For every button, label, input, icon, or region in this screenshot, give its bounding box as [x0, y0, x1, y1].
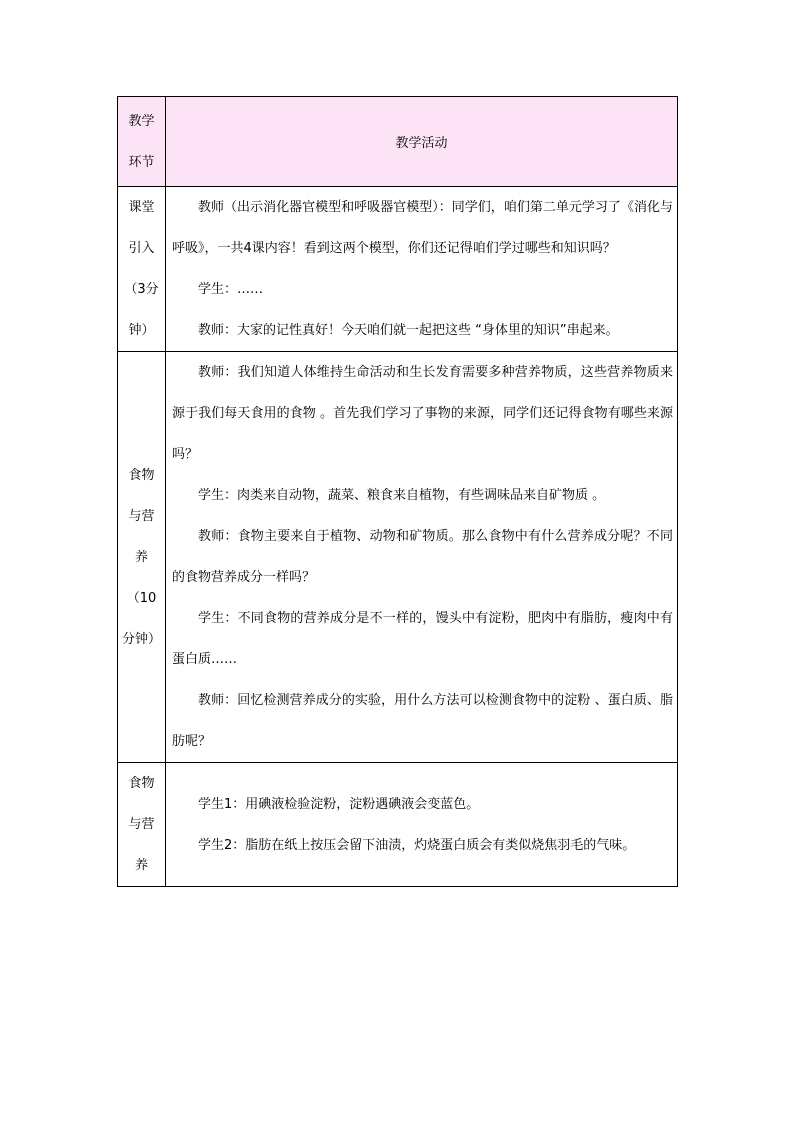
activity-cell — [166, 763, 678, 887]
stage-line: （10 — [126, 590, 157, 606]
dialogue-paragraph: 学生：…… — [198, 282, 264, 297]
stage-cell — [118, 352, 166, 763]
stage-line: 食物 — [128, 467, 155, 483]
table-header-row — [118, 97, 678, 187]
stage-line: 养 — [134, 549, 148, 565]
stage-cell — [118, 187, 166, 352]
stage-line: 食物 — [128, 776, 155, 791]
dialogue-paragraph: 教师：大家的记性真好！今天咱们就一起把这些 “身体里的知识”串起来。 — [198, 323, 619, 338]
table-row — [118, 763, 678, 887]
dialogue-paragraph: 学生1：用碘液检验淀粉，淀粉遇碘液会变蓝色。 — [198, 796, 480, 812]
dialogue-paragraph: 学生：肉类来自动物，蔬菜、粮食来自植物，有些调味品来自矿物质 。 — [198, 488, 606, 503]
stage-line: （3分 — [124, 282, 159, 297]
dialogue-paragraph: 学生：不同食物的营养成分是不一样的，馒头中有淀粉，肥肉中有脂肪，瘦肉中有蛋白质…… — [172, 611, 673, 667]
stage-line: 钟） — [128, 323, 155, 338]
lesson-plan-table — [117, 96, 678, 887]
header-stage-line: 教学 — [128, 113, 155, 129]
header-activity-cell: 教学活动 — [166, 97, 678, 187]
stage-line: 与营 — [128, 508, 155, 524]
dialogue-paragraph: 教师（出示消化器官模型和呼吸器官模型）：同学们，咱们第二单元学习了《消化与呼吸》，一共4课内容！看到这两个模型，你们还记得咱们学过哪些和知识吗？ — [172, 200, 673, 256]
stage-line: 分钟） — [121, 631, 161, 647]
dialogue-paragraph: 教师：我们知道人体维持生命活动和生长发育需要多种营养物质，这些营养物质来源于我们每天食用的食物 。首先我们学习了事物的来源，同学们还记得食物有哪些来源吗？ — [172, 365, 673, 462]
dialogue-paragraph: 教师：食物主要来自于植物、动物和矿物质。那么食物中有什么营养成分呢？不同的食物营养成分一样吗？ — [172, 529, 673, 585]
stage-line: 与营 — [128, 817, 155, 832]
table-row — [118, 187, 678, 352]
stage-cell — [118, 763, 166, 887]
header-stage-cell — [118, 97, 166, 187]
stage-line: 课堂 — [128, 200, 155, 215]
dialogue-paragraph: 学生2：脂肪在纸上按压会留下油渍，灼烧蛋白质会有类似烧焦羽毛的气味。 — [198, 837, 636, 853]
activity-cell — [166, 352, 678, 763]
activity-cell — [166, 187, 678, 352]
stage-line: 引入 — [128, 241, 155, 256]
dialogue-paragraph: 教师：回忆检测营养成分的实验，用什么方法可以检测食物中的淀粉 、蛋白质、脂肪呢？ — [172, 693, 673, 749]
header-stage-line: 环节 — [128, 154, 155, 170]
table-row — [118, 352, 678, 763]
stage-line: 养 — [134, 858, 148, 873]
